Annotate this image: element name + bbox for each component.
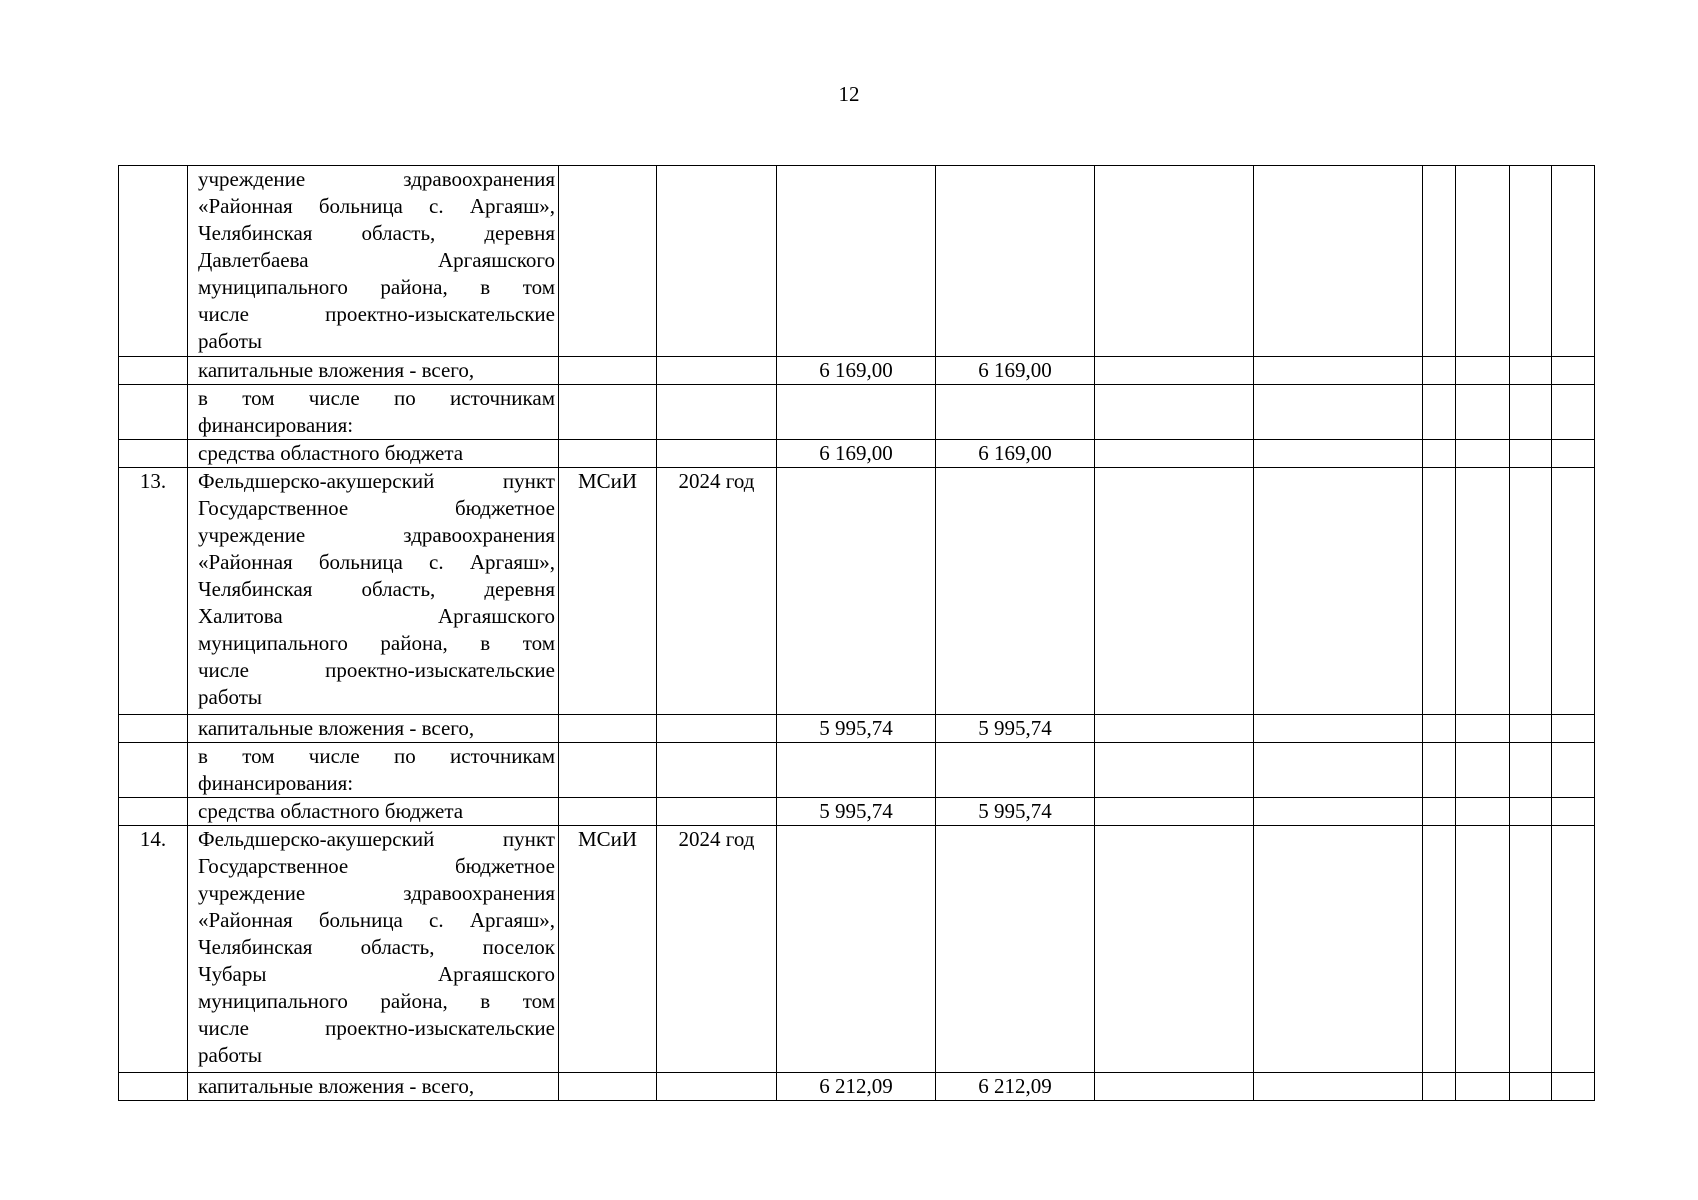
cell-empty	[559, 743, 657, 798]
cell-empty	[119, 715, 188, 743]
page-number: 12	[838, 82, 860, 106]
funding-sources-label	[188, 743, 559, 798]
cell-empty	[1254, 798, 1423, 826]
capital-total-value: 6 169,00	[777, 357, 936, 385]
cell-empty	[1095, 1073, 1254, 1101]
cell-empty	[1423, 468, 1456, 715]
cell-empty	[1423, 440, 1456, 468]
cell-empty	[936, 743, 1095, 798]
cell-empty	[1423, 357, 1456, 385]
name-line: учреждение здравоохранения	[198, 167, 555, 191]
cell-empty	[1254, 385, 1423, 440]
table-row	[119, 743, 1595, 798]
capital-year-value: 5 995,74	[936, 715, 1095, 743]
cell-empty	[1254, 166, 1423, 357]
cell-empty	[1552, 826, 1595, 1073]
cell-empty	[1423, 798, 1456, 826]
funding-sources-label	[188, 385, 559, 440]
item-number: 14.	[119, 826, 188, 1073]
name-line: работы	[198, 329, 263, 353]
responsible-body: МСиИ	[559, 468, 657, 715]
cell-empty	[1095, 826, 1254, 1073]
cell-empty	[657, 440, 777, 468]
cell-empty	[936, 385, 1095, 440]
cell-empty	[119, 798, 188, 826]
name-line: Фельдшерско-акушерский пункт	[198, 469, 555, 493]
object-name-cell	[188, 826, 559, 1073]
cell-empty	[1552, 357, 1595, 385]
name-line: Фельдшерско-акушерский пункт	[198, 827, 555, 851]
cell-num	[119, 166, 188, 357]
cell-empty	[119, 743, 188, 798]
name-line: муниципального района, в том	[198, 989, 555, 1013]
cell-empty	[657, 1073, 777, 1101]
cell-empty	[559, 1073, 657, 1101]
table-row	[119, 468, 1595, 715]
name-line: «Районная больница с. Аргаяш»,	[198, 194, 555, 218]
cell-empty	[1423, 743, 1456, 798]
name-line: «Районная больница с. Аргаяш»,	[198, 908, 555, 932]
cell-empty	[119, 1073, 188, 1101]
cell-empty	[1423, 385, 1456, 440]
name-line: работы	[198, 1043, 263, 1067]
cell-empty	[1552, 743, 1595, 798]
object-name-cell	[188, 468, 559, 715]
cell-empty	[1095, 798, 1254, 826]
cell-empty	[777, 385, 936, 440]
cell-empty	[1456, 440, 1510, 468]
cell-empty	[657, 798, 777, 826]
cell-empty	[1552, 715, 1595, 743]
cell-empty	[1423, 1073, 1456, 1101]
budget-table	[118, 165, 1595, 1101]
cell-empty	[559, 440, 657, 468]
table-row	[119, 798, 1595, 826]
object-name-cell	[188, 166, 559, 357]
cell-empty	[1254, 715, 1423, 743]
cell-empty	[1456, 826, 1510, 1073]
cell-empty	[1095, 166, 1254, 357]
cell-empty	[1423, 826, 1456, 1073]
cell-empty	[1423, 166, 1456, 357]
table-row	[119, 385, 1595, 440]
cell-empty	[1552, 166, 1595, 357]
cell-empty	[657, 357, 777, 385]
cell-empty	[1095, 357, 1254, 385]
name-line: Государственное бюджетное	[198, 496, 555, 520]
cell-empty	[119, 357, 188, 385]
cell-empty	[1456, 468, 1510, 715]
label-line: финансирования:	[198, 413, 354, 437]
cell-empty	[777, 166, 936, 357]
cell-empty	[657, 166, 777, 357]
cell-empty	[1456, 1073, 1510, 1101]
cell-empty	[1510, 166, 1552, 357]
name-line: муниципального района, в том	[198, 275, 555, 299]
name-line: Челябинская область, поселок	[198, 935, 555, 959]
cell-empty	[936, 826, 1095, 1073]
cell-empty	[559, 715, 657, 743]
name-line: «Районная больница с. Аргаяш»,	[198, 550, 555, 574]
cell-empty	[657, 743, 777, 798]
capital-year-value: 6 212,09	[936, 1073, 1095, 1101]
cell-empty	[1456, 357, 1510, 385]
label-line: финансирования:	[198, 771, 354, 795]
name-line: числе проектно-изыскательские	[198, 302, 555, 326]
cell-empty	[657, 385, 777, 440]
cell-empty	[559, 357, 657, 385]
cell-empty	[1456, 166, 1510, 357]
cell-empty	[1510, 826, 1552, 1073]
cell-empty	[1095, 385, 1254, 440]
cell-empty	[119, 440, 188, 468]
name-line: муниципального района, в том	[198, 631, 555, 655]
capital-year-value: 6 169,00	[936, 357, 1095, 385]
cell-empty	[1254, 826, 1423, 1073]
cell-empty	[1254, 1073, 1423, 1101]
name-line: Челябинская область, деревня	[198, 577, 555, 601]
name-line: Чубары Аргаяшского	[198, 962, 555, 986]
cell-empty	[1510, 385, 1552, 440]
cell-empty	[559, 798, 657, 826]
name-line: Государственное бюджетное	[198, 854, 555, 878]
cell-empty	[1510, 798, 1552, 826]
capital-investment-label: капитальные вложения - всего,	[188, 357, 559, 385]
label-line: в том числе по источникам	[198, 744, 555, 768]
table-row	[119, 166, 1595, 357]
cell-empty	[1510, 468, 1552, 715]
name-line: Челябинская область, деревня	[198, 221, 555, 245]
capital-investment-label: капитальные вложения - всего,	[188, 715, 559, 743]
cell-empty	[1510, 357, 1552, 385]
cell-empty	[1095, 440, 1254, 468]
capital-investment-label: капитальные вложения - всего,	[188, 1073, 559, 1101]
cell-empty	[1423, 715, 1456, 743]
label-line: в том числе по источникам	[198, 386, 555, 410]
cell-empty	[1510, 715, 1552, 743]
regional-budget-label: средства областного бюджета	[188, 798, 559, 826]
cell-empty	[119, 385, 188, 440]
cell-empty	[1552, 440, 1595, 468]
table-row	[119, 440, 1595, 468]
regional-budget-label: средства областного бюджета	[188, 440, 559, 468]
name-line: Халитова Аргаяшского	[198, 604, 555, 628]
completion-year: 2024 год	[657, 826, 777, 1073]
capital-total-value: 6 212,09	[777, 1073, 936, 1101]
cell-empty	[777, 468, 936, 715]
cell-empty	[1095, 743, 1254, 798]
name-line: учреждение здравоохранения	[198, 523, 555, 547]
cell-empty	[559, 166, 657, 357]
table-row	[119, 715, 1595, 743]
name-line: работы	[198, 685, 263, 709]
cell-empty	[1456, 715, 1510, 743]
cell-empty	[1095, 715, 1254, 743]
table-row	[119, 357, 1595, 385]
cell-empty	[559, 385, 657, 440]
name-line: числе проектно-изыскательские	[198, 1016, 555, 1040]
cell-empty	[1254, 440, 1423, 468]
regional-year-value: 6 169,00	[936, 440, 1095, 468]
cell-empty	[1552, 1073, 1595, 1101]
table-row	[119, 1073, 1595, 1101]
cell-empty	[777, 826, 936, 1073]
cell-empty	[1552, 468, 1595, 715]
completion-year: 2024 год	[657, 468, 777, 715]
name-line: учреждение здравоохранения	[198, 881, 555, 905]
table-row	[119, 826, 1595, 1073]
item-number: 13.	[119, 468, 188, 715]
regional-year-value: 5 995,74	[936, 798, 1095, 826]
cell-empty	[1552, 798, 1595, 826]
name-line: числе проектно-изыскательские	[198, 658, 555, 682]
regional-total-value: 5 995,74	[777, 798, 936, 826]
cell-empty	[936, 166, 1095, 357]
cell-empty	[1510, 1073, 1552, 1101]
responsible-body: МСиИ	[559, 826, 657, 1073]
cell-empty	[1510, 743, 1552, 798]
regional-total-value: 6 169,00	[777, 440, 936, 468]
cell-empty	[936, 468, 1095, 715]
cell-empty	[1456, 798, 1510, 826]
cell-empty	[777, 743, 936, 798]
cell-empty	[1254, 468, 1423, 715]
cell-empty	[657, 715, 777, 743]
cell-empty	[1510, 440, 1552, 468]
cell-empty	[1095, 468, 1254, 715]
cell-empty	[1254, 357, 1423, 385]
capital-total-value: 5 995,74	[777, 715, 936, 743]
cell-empty	[1552, 385, 1595, 440]
cell-empty	[1254, 743, 1423, 798]
cell-empty	[1456, 385, 1510, 440]
name-line: Давлетбаева Аргаяшского	[198, 248, 555, 272]
cell-empty	[1456, 743, 1510, 798]
